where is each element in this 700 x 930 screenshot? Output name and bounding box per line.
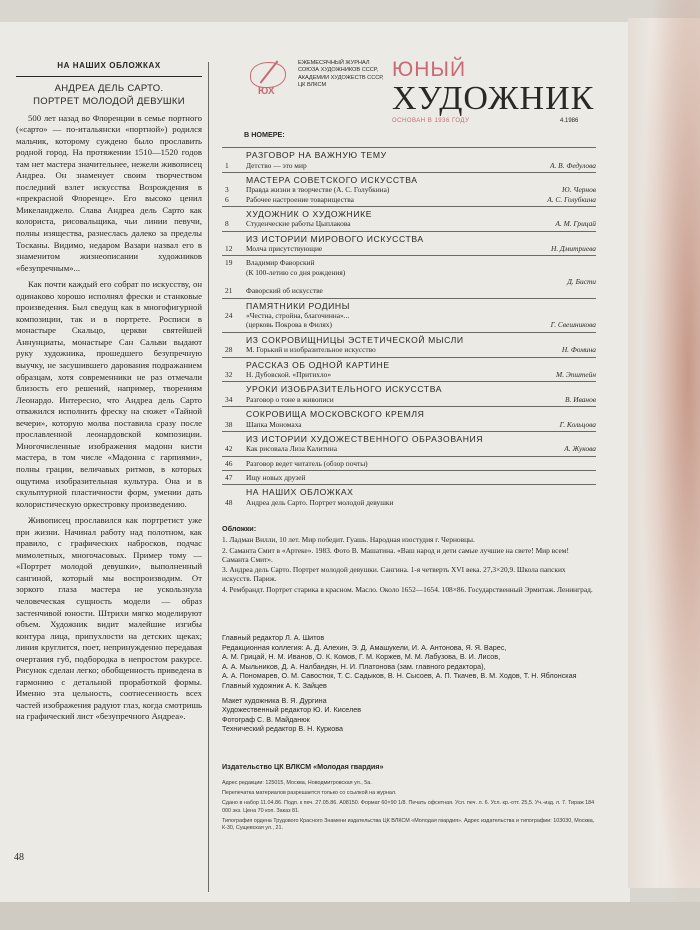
toc-entry[interactable] (222, 258, 596, 267)
cover-item: 3. Андреа дель Сарто. Портрет молодой девушки. Сангина. 1-я четверть XVI века. 27,3×20,9. Школа папских искусств. Париж. (222, 565, 566, 584)
cover-item: 1. Ладман Вилли, 10 лет. Мир победит. Гуашь. Народная изостудия г. Черновцы. (222, 535, 475, 545)
toc-entry[interactable] (222, 444, 596, 453)
toc-entry-author: Д. Бисти (567, 277, 596, 287)
toc-entry[interactable] (222, 459, 596, 468)
editorial-staff (222, 633, 602, 734)
toc-entry-author: Н. Фомина (561, 345, 596, 355)
toc-section-heading: РАССКАЗ ОБ ОДНОЙ КАРТИНЕ (246, 359, 390, 370)
table-surface (0, 902, 700, 930)
toc-entry[interactable] (222, 161, 596, 170)
toc-entry-page: 42 (225, 444, 233, 454)
toc-entry-page: 47 (225, 473, 233, 483)
covers-info (222, 524, 596, 595)
article-paragraph: Живописец прославился как портретист уже при жизни. Начинал работу над полотном, как правило, с графических набросков, подчас мимолетных, многочасовых. Пример тому — «Портрет молодой девушки», выполненный сангиной, который мы воспроизводим. От зоркого глаза мастера не ускользнула человеческая сущность модели — образ застенчивой юности. Штрихи мягко моделируют объем. Художник видит малейшие изгибы контура лица, припухлости на детских щеках; линия круглится, поет, непринужденно передавая очертания губ, подбородка в непростом ракурсе. Рисунок сделан легко; обобщенность приведена в гармонию с детальной проработкой формы. Именно эта цельность, соотнесенность всех частей изображения радуют глаз, когда смотришь на графический лист «безупречного Андреа». (16, 515, 202, 722)
toc-section (222, 357, 596, 382)
toc-entry-page: 12 (225, 244, 233, 254)
toc-entry-author: Ю. Чернов (562, 185, 596, 195)
toc-entry-title: Молча присутствующие (246, 244, 323, 254)
imprint-line: Сдано в набор 11.04.86. Подп. к печ. 27.05.86. А08150. Формат 60×90 1/8. Печать офсетная. Усл. печ. л. 6. Усл. кр.-отт. 25,5. Уч.-изд. л. 7. Тираж 184 000 экз. Цена 70 коп. Заказ 81. (222, 800, 595, 814)
toc-entry-title: Разговор ведет читатель (обзор почты) (246, 458, 368, 468)
toc-entry-page: 1 (225, 160, 229, 170)
cover-item: 2. Саманта Смит в «Артеке». 1983. Фото В. Машатина. «Ваш народ и дети самые лучшие на свете! Мир всем! Саманта Смит». (222, 545, 569, 564)
toc-section-heading: МАСТЕРА СОВЕТСКОГО ИСКУССТВА (246, 174, 418, 185)
toc-entry-page: 34 (225, 394, 233, 404)
cover-article (16, 60, 202, 723)
toc-section-heading: ИЗ ИСТОРИИ МИРОВОГО ИСКУССТВА (246, 233, 424, 244)
magazine-title-artist: ХУДОЖНИК (392, 80, 595, 117)
staff-line: Технический редактор В. Н. Куркова (222, 724, 343, 734)
toc-entry-title: Как рисовала Лиза Калитина (246, 444, 337, 454)
toc-entry-title: Детство — это мир (246, 160, 307, 170)
toc-entry[interactable] (222, 277, 596, 286)
toc-entry[interactable] (222, 320, 596, 329)
divider (16, 76, 202, 77)
toc-entry-author: А. В. Федулова (549, 160, 596, 170)
toc-entry-title: Ищу новых друзей (246, 473, 306, 483)
toc-entry-title: Студенческие работы Цыплакова (246, 219, 351, 229)
toc-entry[interactable] (222, 268, 596, 277)
column-divider (208, 62, 209, 892)
toc-section (222, 206, 596, 231)
article-paragraph: 500 лет назад во Флоренции в семье портного («сарто» — по-итальянски «портной») родился мальчик, которому суждено было прославить родной город. На протяжении 1510—1520 годов там нет мастера значительнее, нежели живописец Андреа. Он знаменует своим творчеством последний взлет искусства Возрождения в «прекрасной Флоренце». Его высоко ценил Микеланджело. Слава Андреа дель Сарто как колориста, рисовальщика, чьи линии певучи, полны изящества, разнеслась далеко за пределы Тосканы. Видимо, недаром Вазари назвал его в знаменитом жизнеописании художников «безупречным»... (16, 112, 202, 273)
staff-line: Художественный редактор Ю. И. Киселев (222, 705, 362, 715)
staff-line: Главный художник А. К. Зайцев (222, 680, 327, 690)
toc-entry-page: 32 (225, 370, 233, 380)
toc-entry-author: М. Эпштейн (556, 370, 596, 380)
toc-entry-title: «Честна, стройна, благочинна»... (246, 311, 350, 321)
toc-section-heading: ИЗ ИСТОРИИ ХУДОЖЕСТВЕННОГО ОБРАЗОВАНИЯ (246, 433, 484, 444)
toc-section (222, 406, 596, 431)
toc-section (222, 147, 596, 172)
toc-entry-author: А. М. Грицай (555, 219, 596, 229)
staff-line: А. А. Пономарев, О. М. Савостюк, Т. С. Садыков, В. Н. Сысоев, А. П. Ткачев, В. М. Ходов, Т. Н. Яблонская (222, 671, 577, 681)
toc-entry[interactable] (222, 370, 596, 379)
toc-entry[interactable] (222, 244, 596, 253)
toc-entry-page: 8 (225, 219, 229, 229)
covers-heading: Обложки: (222, 524, 257, 533)
issue-number: 4.1986 (560, 118, 579, 124)
toc-entry-page: 24 (225, 311, 233, 321)
contents-heading: В НОМЕРЕ: (244, 130, 285, 139)
toc-entry-page: 6 (225, 194, 229, 204)
toc-entry-author: Г. Кольцова (559, 419, 596, 429)
toc-section (222, 470, 596, 484)
toc-section-heading: УРОКИ ИЗОБРАЗИТЕЛЬНОГО ИСКУССТВА (246, 384, 443, 395)
toc-entry-title: Правда жизни в творчестве (А. С. Голубкина) (246, 185, 390, 195)
toc-entry-author: Г. Свешникова (550, 320, 596, 330)
toc-entry[interactable] (222, 345, 596, 354)
toc-entry[interactable] (222, 311, 596, 320)
toc-entry-title: Н. Дубовской. «Притихло» (246, 370, 332, 380)
table-of-contents (222, 147, 596, 509)
publishing-house: Издательство ЦК ВЛКСМ «Молодая гвардия» (222, 762, 384, 771)
toc-entry-page: 28 (225, 345, 233, 355)
toc-section (222, 381, 596, 406)
toc-entry[interactable] (222, 498, 596, 507)
toc-entry-title: (церковь Покрова в Филях) (246, 320, 332, 330)
toc-entry-title: Разговор о тоне в живописи (246, 394, 334, 404)
toc-section-heading: НА НАШИХ ОБЛОЖКАХ (246, 487, 354, 498)
article-paragraph: Как почти каждый его собрат по искусству, он одинаково хорошо исполнял фрески и станковые произведения. Был сведущ как в многофигурной композиции, так и в портрете. Росписи в монастыре Скальцо, церкви святейшей Аннунциаты, монастыре Сан Сальви выдают руку художника, прошедшего безупречную выучку, не засушившего дарования подражанием образцам, хотя современники не раз отмечали близость его решений, например, творениям Леонардо. Интересно, что Андреа дель Сарто отважился исполнить фреску на сюжет «Тайной вечери», которую молва поставила сразу после прославленной леонардовской композиции. Многочисленные изображения мадонн кисти мастера, в том числе «Мадонна с гарпиями», полны грации, величавых ритмов, в которых ощутима изобразительная культура. Она и в скульптурной пластичности форм, умении дать колористическую оркестровку произведению. (16, 279, 202, 509)
imprint-fine-print (222, 780, 602, 835)
cover-drawing-edge (640, 0, 700, 930)
toc-entry-title: Фаворский об искусстве (246, 286, 323, 296)
imprint-line: Типография ордена Трудового Красного Знамени издательства ЦК ВЛКСМ «Молодая гвардия». Адрес издательства и типографии: 103030, Москва, К-30, Сущевская ул., 21. (222, 817, 595, 832)
toc-entry[interactable] (222, 395, 596, 404)
section-title: НА НАШИХ ОБЛОЖКАХ (57, 61, 161, 70)
toc-entry[interactable] (222, 195, 596, 204)
toc-section (222, 431, 596, 456)
toc-section-heading: ХУДОЖНИК О ХУДОЖНИКЕ (246, 208, 373, 219)
toc-entry-author: В. Иванов (565, 394, 596, 404)
founded-year: ОСНОВАН В 1936 ГОДУ (392, 118, 470, 124)
toc-entry-title: Шапка Мономаха (246, 419, 302, 429)
toc-entry[interactable] (222, 420, 596, 429)
toc-entry-page: 19 (225, 258, 233, 268)
staff-line: А. М. Грицай, Н. М. Иванов, О. К. Комов, Г. М. Коржев, М. М. Лабузова, В. И. Лисов, (222, 652, 501, 662)
toc-entry[interactable] (222, 286, 596, 295)
toc-section (222, 298, 596, 332)
toc-section (222, 255, 596, 297)
toc-entry[interactable] (222, 219, 596, 228)
toc-entry[interactable] (222, 185, 596, 194)
toc-section (222, 332, 596, 357)
toc-entry-page: 38 (225, 419, 233, 429)
toc-section (222, 456, 596, 470)
toc-section (222, 172, 596, 206)
toc-entry-page: 48 (225, 497, 233, 507)
cover-item: 4. Рембрандт. Портрет старика в красном. Масло. Около 1652—1654. 108×86. Государственный Эрмитаж. Ленинград. (222, 584, 593, 594)
toc-entry-title: Рабочее настроение товарищества (246, 194, 354, 204)
toc-entry-author: А. С. Голубкина (547, 194, 596, 204)
toc-entry[interactable] (222, 473, 596, 482)
toc-entry-page: 3 (225, 185, 229, 195)
toc-section (222, 484, 596, 509)
toc-entry-title: Владимир Фаворский (246, 258, 315, 268)
staff-line: Макет художника В. Я. Дургина (222, 695, 327, 705)
article-title-2: ПОРТРЕТ МОЛОДОЙ ДЕВУШКИ (33, 95, 185, 107)
staff-line: Редакционная коллегия: А. Д. Алехин, Э. Д. Амашукели, И. А. Антонова, Я. Я. Варес, (222, 642, 507, 652)
imprint-line: Перепечатка материалов разрешается только со ссылкой на журнал. (222, 790, 397, 797)
page-number: 48 (14, 852, 24, 863)
imprint-line: Адрес редакции: 125015, Москва, Новодмитровская ул., 5а. (222, 780, 372, 786)
article-title-1: АНДРЕА ДЕЛЬ САРТО. (54, 82, 164, 94)
toc-entry-page: 46 (225, 458, 233, 468)
toc-entry-title: Андреа дель Сарто. Портрет молодой девушки (246, 497, 394, 507)
publisher-info: ЕЖЕМЕСЯЧНЫЙ ЖУРНАЛ СОЮЗА ХУДОЖНИКОВ СССР, АКАДЕМИИ ХУДОЖЕСТВ СССР, ЦК ВЛКСМ (298, 60, 384, 88)
magazine-title-young: ЮНЫЙ (392, 58, 467, 81)
logo-text: ЮХ (258, 86, 275, 97)
toc-section-heading: РАЗГОВОР НА ВАЖНУЮ ТЕМУ (246, 150, 387, 160)
toc-entry-page: 21 (225, 286, 233, 296)
toc-entry-title: (К 100-летию со дня рождения) (246, 267, 346, 277)
toc-section-heading: СОКРОВИЩА МОСКОВСКОГО КРЕМЛЯ (246, 409, 425, 420)
toc-section-heading: ИЗ СОКРОВИЩНИЦЫ ЭСТЕТИЧЕСКОЙ МЫСЛИ (246, 334, 464, 345)
staff-line: Фотограф С. В. Майданюк (222, 714, 310, 724)
staff-line: А. А. Мыльников, Д. А. Налбандян, Н. И. Платонова (зам. главного редактора), (222, 661, 486, 671)
toc-entry-author: Н. Дмитриева (550, 244, 596, 254)
toc-section-heading: ПАМЯТНИКИ РОДИНЫ (246, 300, 350, 311)
toc-section (222, 231, 596, 256)
toc-entry-author: А. Жукова (564, 444, 596, 454)
palette-logo-icon (250, 62, 286, 88)
toc-entry-title: М. Горький и изобразительное искусство (246, 345, 376, 355)
staff-line: Главный редактор Л. А. Шитов (222, 633, 325, 642)
